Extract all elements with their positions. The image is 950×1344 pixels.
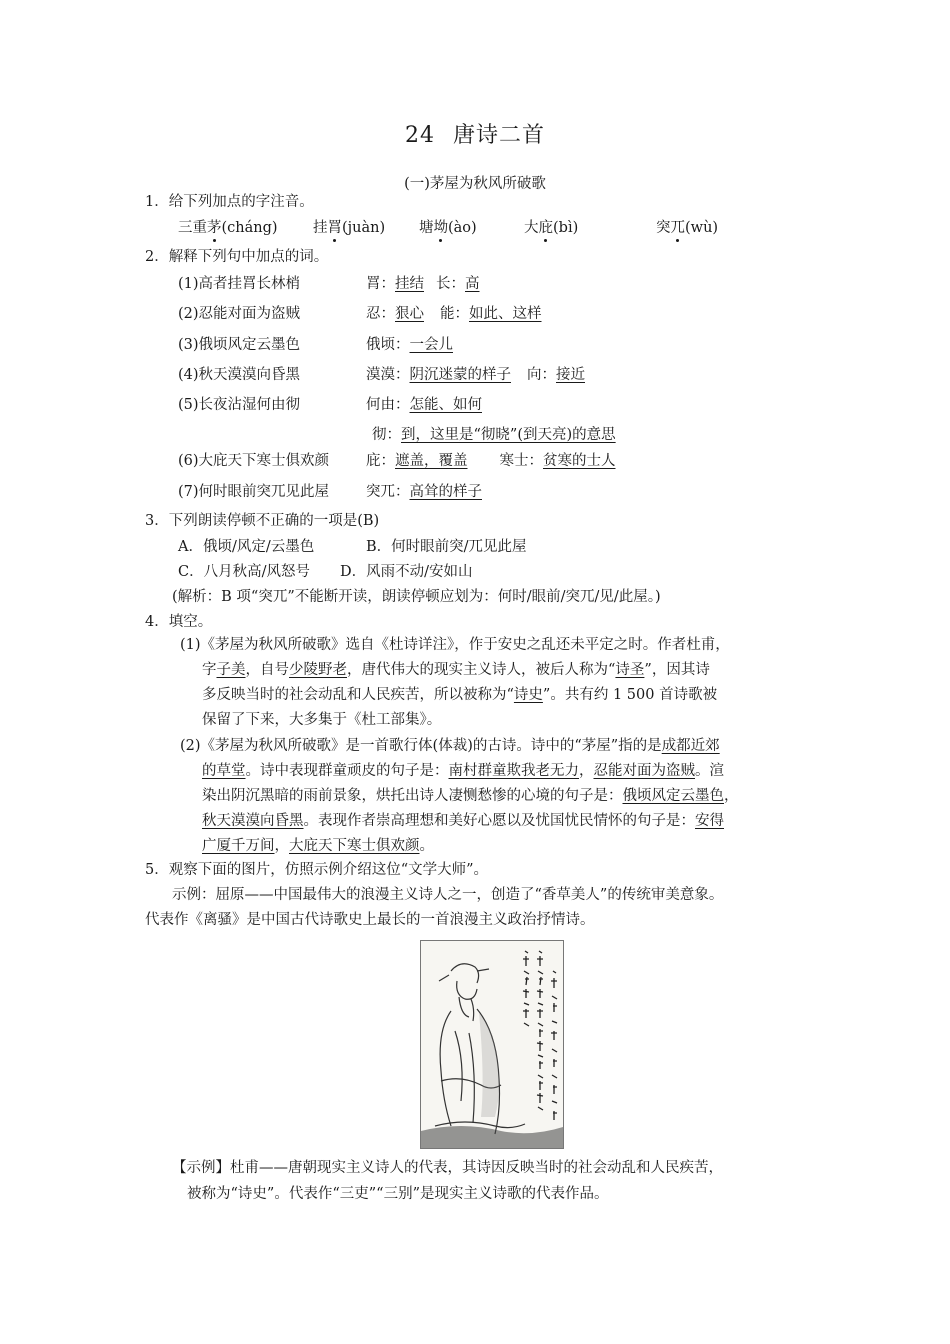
q1-item-3: 塘坳(ào) bbox=[419, 220, 477, 236]
q5-example-line-1: 示例：屈原——中国最伟大的浪漫主义诗人之一，创造了“香草美人”的传统审美意象。 bbox=[172, 887, 724, 903]
q2-sentence-5: (5)长夜沾湿何由彻 bbox=[178, 397, 301, 413]
lesson-number: 24 bbox=[404, 123, 435, 148]
q5-example-line-2: 代表作《离骚》是中国古代诗歌史上最长的一首浪漫主义政治抒情诗。 bbox=[145, 912, 595, 928]
q1-item-2: 挂罥(juàn) bbox=[313, 220, 386, 236]
q2-answer-5: 何由：怎能、如何 bbox=[366, 397, 482, 413]
q4-part-1: (1)《茅屋为秋风所破歌》选自《杜诗详注》，作于安史之乱还未平定之时。作者杜甫， 字子美，自号少陵野老，唐代伟大的现实主义诗人，被后人称为“诗圣”，因其诗 多反映当时的社会动乱和人民疾苦，所以被称为“诗史”。共有约 1 500 首诗歌被 保留了下来，大多集于《杜工部集》。 bbox=[180, 637, 730, 728]
q2-answer-5b: 彻：到，这里是“彻晓”(到天亮)的意思 bbox=[372, 427, 616, 443]
portrait-illustration bbox=[421, 941, 563, 1148]
q3-option-a: A．俄顷/风定/云墨色 bbox=[178, 539, 315, 555]
q3-stem: 3．下列朗读停顿不正确的一项是(B) bbox=[145, 513, 380, 529]
q3-option-c: C．八月秋高/风怒号 bbox=[178, 564, 310, 580]
q4-part-2: (2)《茅屋为秋风所破歌》是一首歌行体(体裁)的古诗。诗中的“茅屋”指的是成都近郊 的草堂。诗中表现群童顽皮的句子是：南村群童欺我老无力，忍能对面为盗贼。渲 染出阴沉黑暗的雨前景象，烘托出诗人凄恻愁惨的心境的句子是：俄顷风定云墨色， 秋天漠漠向昏黑。表现作者崇高理想和美好心愿以及忧国忧民情怀的句子是：安得 广厦千万间，大庇天下寒士俱欢颜。 bbox=[180, 738, 739, 854]
q2-stem: 2．解释下列句中加点的词。 bbox=[145, 249, 329, 265]
q2-sentence-7: (7)何时眼前突兀见此屋 bbox=[178, 484, 330, 500]
poem-subtitle: (一)茅屋为秋风所破歌 bbox=[404, 176, 546, 192]
q3-analysis: (解析：B 项“突兀”不能断开读，朗读停顿应划为：何时/眼前/突兀/见/此屋。) bbox=[172, 589, 661, 605]
q2-sentence-4: (4)秋天漠漠向昏黑 bbox=[178, 367, 301, 383]
q5-stem: 5．观察下面的图片，仿照示例介绍这位“文学大师”。 bbox=[145, 862, 489, 878]
page-title bbox=[0, 118, 950, 149]
q2-sentence-2: (2)忍能对面为盗贼 bbox=[178, 306, 301, 322]
q1-item-5: 突兀(wù) bbox=[656, 220, 719, 236]
lesson-title: 唐诗二首 bbox=[452, 123, 545, 148]
q2-sentence-1: (1)高者挂罥长林梢 bbox=[178, 276, 301, 292]
q5-answer-line-1: 【示例】杜甫——唐朝现实主义诗人的代表，其诗因反映当时的社会动乱和人民疾苦， bbox=[172, 1160, 723, 1176]
q2-sentence-6: (6)大庇天下寒士俱欢颜 bbox=[178, 453, 330, 469]
q1-item-4: 大庇(bì) bbox=[524, 220, 579, 236]
q2-sentence-3: (3)俄顷风定云墨色 bbox=[178, 337, 301, 353]
q1-stem: 1．给下列加点的字注音。 bbox=[145, 194, 314, 210]
q2-answer-4: 漠漠：阴沉迷蒙的样子 向：接近 bbox=[366, 367, 585, 383]
q2-answer-3: 俄顷：一会儿 bbox=[366, 337, 453, 353]
q2-answer-7: 突兀：高耸的样子 bbox=[366, 484, 482, 500]
q5-answer-line-2: 被称为“诗史”。代表作“三吏”“三别”是现实主义诗歌的代表作品。 bbox=[187, 1186, 609, 1202]
q1-item-1: 三重茅(cháng) bbox=[178, 220, 278, 236]
q3-option-b: B．何时眼前突/兀见此屋 bbox=[366, 539, 527, 555]
q4-stem: 4．填空。 bbox=[145, 614, 213, 630]
q2-answer-2: 忍：狠心 能：如此、这样 bbox=[366, 306, 542, 322]
q2-answer-1: 罥：挂结 长：高 bbox=[366, 276, 480, 292]
q2-answer-6: 庇：遮盖，覆盖 寒士：贫寒的士人 bbox=[366, 453, 616, 469]
q3-option-d: D．风雨不动/安如山 bbox=[340, 564, 473, 580]
du-fu-portrait bbox=[420, 940, 564, 1149]
